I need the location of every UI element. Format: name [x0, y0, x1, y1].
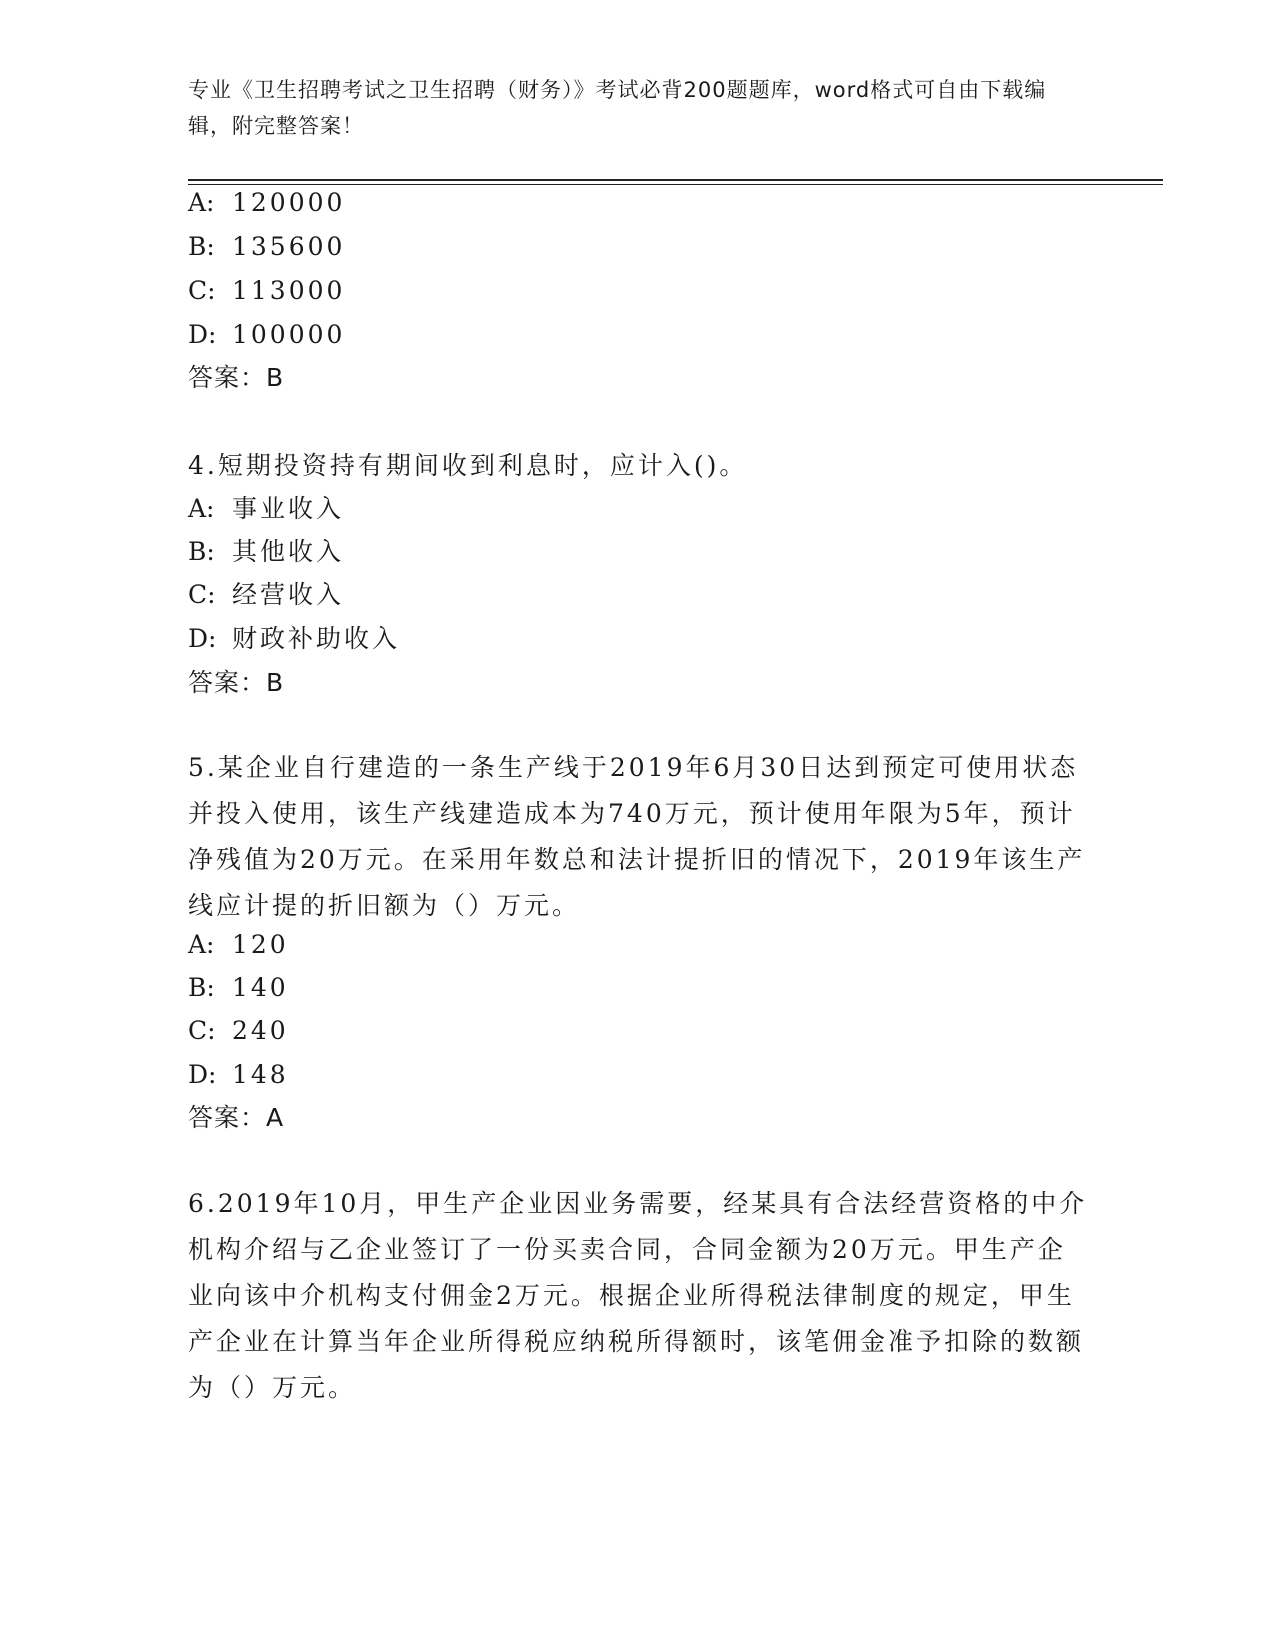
header-divider-thin — [188, 184, 1163, 185]
q3-option-d: D: 100000 — [188, 320, 346, 349]
q4-option-d: D: 财政补助收入 — [188, 624, 401, 653]
q5-question: 5.某企业自行建造的一条生产线于2019年6月30日达到预定可使用状态并投入使用，该生产线建造成本为740万元，预计使用年限为5年，预计净残值为20万元。在采用年数总和法计提折旧的情况下，2019年该生产线应计提的折旧额为（）万元。 — [188, 753, 1086, 920]
q4-question: 4.短期投资持有期间收到利息时，应计入()。 — [188, 451, 748, 480]
q5-option-c: C: 240 — [188, 1016, 289, 1045]
q3-option-a: A: 120000 — [188, 188, 346, 217]
q4-answer: 答案：B — [188, 668, 285, 697]
q4-option-c: C: 经营收入 — [188, 580, 345, 609]
q4-option-b: B: 其他收入 — [188, 537, 345, 566]
document-header: 专业《卫生招聘考试之卫生招聘（财务）》考试必背200题题库，word格式可自由下载编辑，附完整答案！ — [188, 78, 1047, 138]
q5-option-d: D: 148 — [188, 1060, 289, 1089]
q5-option-a: A: 120 — [188, 930, 289, 959]
q5-option-b: B: 140 — [188, 973, 289, 1002]
q3-option-c: C: 113000 — [188, 276, 346, 305]
header-divider-thick — [188, 179, 1163, 181]
q4-option-a: A: 事业收入 — [188, 494, 345, 523]
q3-option-b: B: 135600 — [188, 232, 346, 261]
q3-answer: 答案：B — [188, 363, 285, 392]
q6-question: 6.2019年10月，甲生产企业因业务需要，经某具有合法经营资格的中介机构介绍与乙企业签订了一份买卖合同，合同金额为20万元。甲生产企业向该中介机构支付佣金2万元。根据企业所得税法律制度的规定，甲生产企业在计算当年企业所得税应纳税所得额时，该笔佣金准予扣除的数额为（）万元。 — [188, 1189, 1088, 1402]
q5-answer: 答案：A — [188, 1103, 285, 1132]
